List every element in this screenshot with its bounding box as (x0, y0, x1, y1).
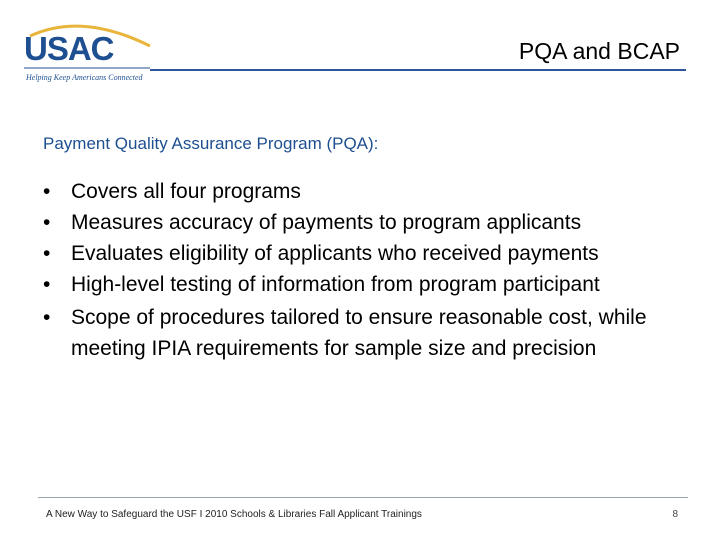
bullet-icon: • (43, 242, 51, 265)
bullet-item (43, 269, 683, 300)
logo-wordmark: USAC (24, 30, 114, 67)
page-number: 8 (672, 509, 678, 520)
usac-logo (22, 18, 172, 88)
bullet-icon: • (43, 306, 51, 329)
bullet-list (43, 176, 683, 364)
section-heading: Payment Quality Assurance Program (PQA): (43, 134, 379, 153)
bullet-icon: • (43, 180, 51, 203)
header-divider (150, 69, 686, 71)
bullet-icon: • (43, 273, 51, 296)
bullet-item (43, 207, 683, 238)
bullet-text: Evaluates eligibility of applicants who received payments (71, 242, 599, 265)
bullet-text: Scope of procedures tailored to ensure reasonable cost, while meeting IPIA requirements for sample size and precision (71, 306, 647, 360)
bullet-item (43, 302, 683, 364)
bullet-item (43, 176, 683, 207)
bullet-text: Covers all four programs (71, 180, 301, 203)
bullet-text: High-level testing of information from program participant (71, 273, 600, 296)
footer-text: A New Way to Safeguard the USF I 2010 Schools & Libraries Fall Applicant Trainings (46, 509, 422, 520)
logo-tagline: Helping Keep Americans Connected (26, 73, 143, 82)
page-title: PQA and BCAP (518, 38, 680, 64)
bullet-text: Measures accuracy of payments to program applicants (71, 211, 582, 234)
bullet-item (43, 238, 683, 269)
bullet-icon: • (43, 211, 51, 234)
footer-divider (38, 497, 688, 498)
